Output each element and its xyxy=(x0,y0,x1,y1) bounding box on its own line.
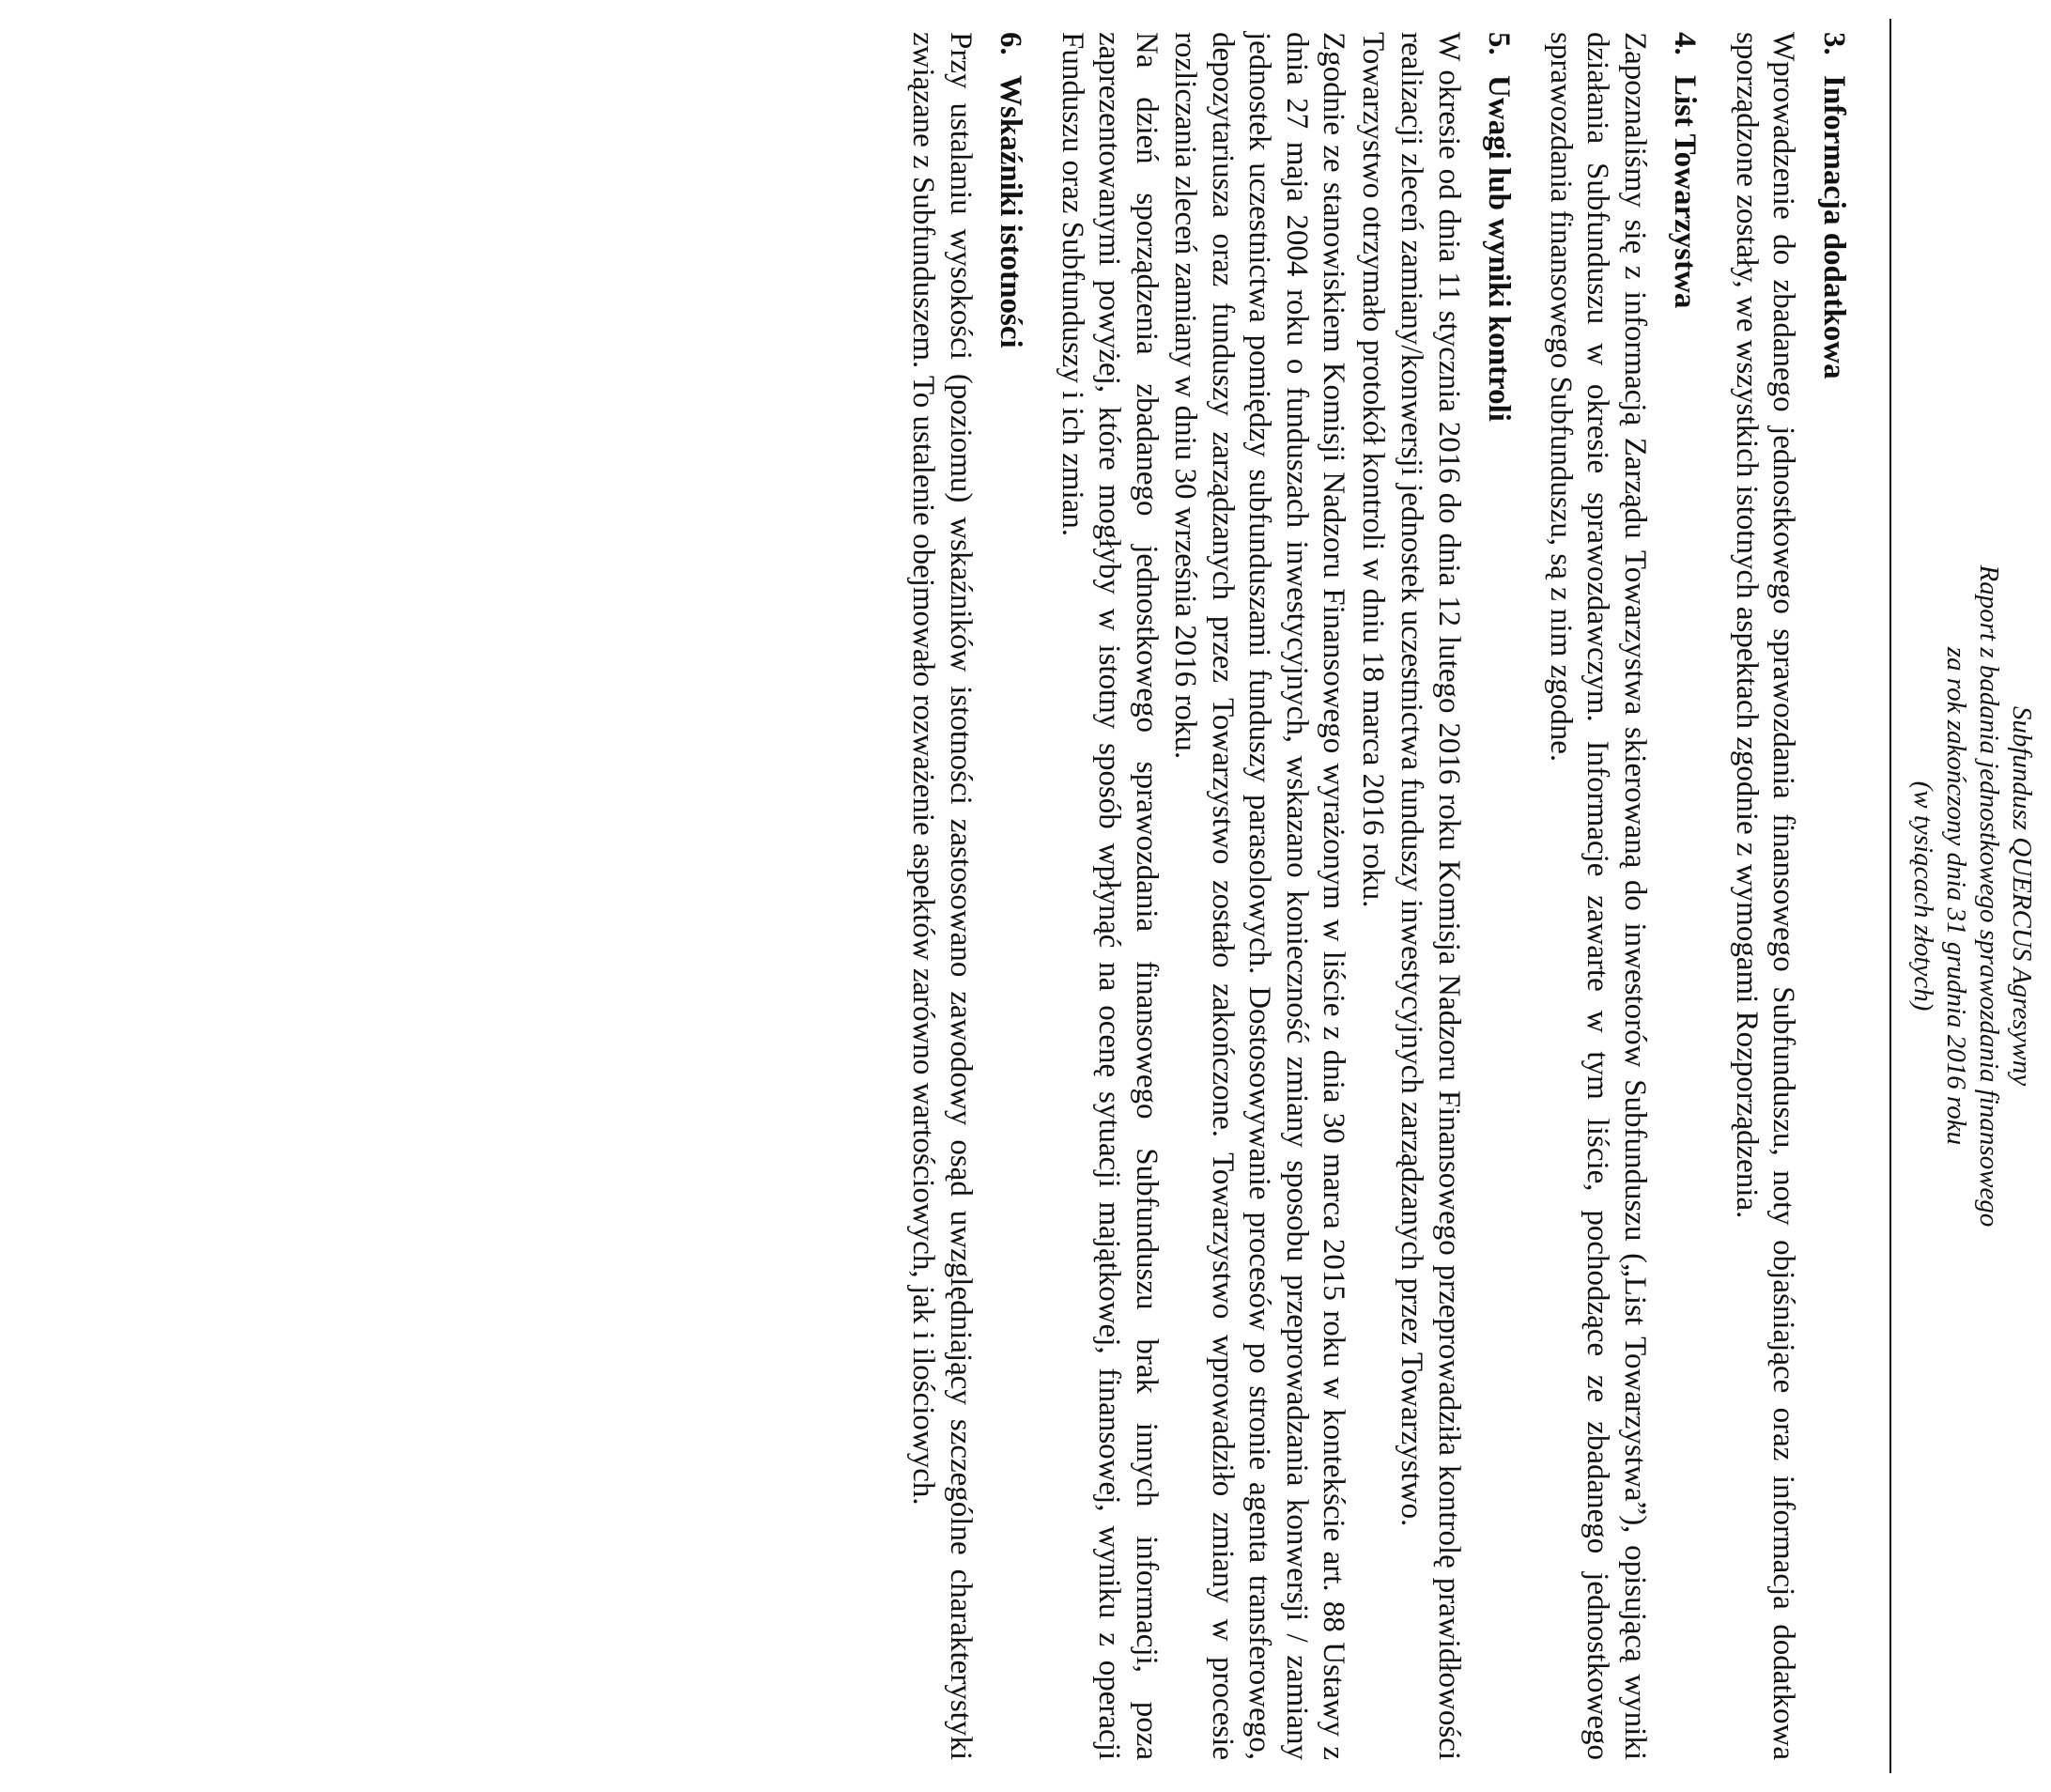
paragraph: Zapoznaliśmy się z informacją Zarządu Towarzystwa skierowaną do inwestorów Subfunduszu („List Towarzystwa”), opisującą wyniki działania Subfunduszu w okresie sprawozdawczym. Informacje zawarte w tym liście, pochodzące ze zbadanego jednostkowego sprawozdania finansowego Subfunduszu, są z nim zgodne. xyxy=(1544,32,1652,1760)
paragraph: Wprowadzenie do zbadanego jednostkowego sprawozdania finansowego Subfunduszu, noty objaśniające oraz informacja dodatkowa sporządzone zostały, we wszystkich istotnych aspektach zgodnie z wymogami Rozporządzenia. xyxy=(1730,32,1801,1760)
header-report-title: Raport z badania jednostkowego sprawozdania finansowego xyxy=(1974,564,2004,1228)
section-title: Informacja dodatkowa xyxy=(1817,75,1851,379)
section-title: Wskaźniki istotności xyxy=(994,75,1028,348)
section-title: Uwagi lub wyniki kontroli xyxy=(1482,75,1517,422)
section-number: 3. xyxy=(1817,32,1851,55)
header-fund-name: Subfundusz QUERCUS Agresywny xyxy=(2007,705,2037,1087)
section-heading xyxy=(1480,32,1518,1760)
document-body xyxy=(880,32,1852,1760)
section-heading xyxy=(1815,32,1853,1760)
section-number: 5. xyxy=(1482,32,1517,55)
paragraph: Na dzień sporządzenia zbadanego jednostkowego sprawozdania finansowego Subfunduszu brak innych informacji, poza zaprezentowanymi powyżej, które mogłyby w istotny sposób wpłynąć na ocenę sytuacji majątkowej, finansowej, wyniku z operacji Funduszu oraz Subfunduszy i ich zmian. xyxy=(1056,32,1164,1760)
header-divider xyxy=(1889,19,1891,1773)
section-informacja-dodatkowa xyxy=(1728,32,1853,1760)
paragraph: Towarzystwo otrzymało protokół kontroli w dniu 18 marca 2016 roku. xyxy=(1356,32,1390,908)
section-title: List Towarzystwa xyxy=(1668,75,1703,309)
section-number: 6. xyxy=(994,32,1028,55)
header-period: za rok zakończony dnia 31 grudnia 2016 roku xyxy=(1941,646,1971,1146)
section-number: 4. xyxy=(1668,32,1703,55)
section-heading xyxy=(1666,32,1704,1760)
section-heading xyxy=(992,32,1029,1760)
header-currency-note: (w tysiącach złotych) xyxy=(1908,780,1938,1012)
paragraph: W okresie od dnia 11 stycznia 2016 do dnia 12 lutego 2016 roku Komisja Nadzoru Finansowego przeprowadziła kontrolę prawidłowości realizacji zleceń zamiany/konwersji jednostek uczestnictwa funduszy inwestycyjnych zarządzanych przez Towarzystwo. xyxy=(1395,32,1466,1760)
paragraph: Przy ustalaniu wysokości (poziomu) wskaźników istotności zastosowano zawodowy osąd uwzględniający szczególne charakterystyki związane z Subfunduszem. To ustalenie obejmowało rozważenie aspektów zarówno wartościowych, jak i ilościowych. xyxy=(906,32,978,1760)
paragraph: Zgodnie ze stanowiskiem Komisji Nadzoru Finansowego wyrażonym w liście z dnia 30 marca 2015 roku w kontekście art. 88 Ustawy z dnia 27 maja 2004 roku o funduszach inwestycyjnych, wskazano konieczność zmiany sposobu przeprowadzania konwersji / zamiany jednostek uczestnictwa pomiędzy subfunduszami funduszy parasolowych. Dostosowywanie procesów po stronie agenta transferowego, depozytariusza oraz funduszy zarządzanych przez Towarzystwo zostało zakończone. Towarzystwo wprowadziło zmiany w procesie rozliczania zleceń zamiany w dniu 30 września 2016 roku. xyxy=(1168,32,1351,1760)
section-wskazniki-istotnosci xyxy=(904,32,1029,1760)
section-uwagi-lub-wyniki-kontroli xyxy=(1054,32,1518,1760)
document-header xyxy=(1906,0,2038,1792)
section-list-towarzystwa xyxy=(1542,32,1704,1760)
